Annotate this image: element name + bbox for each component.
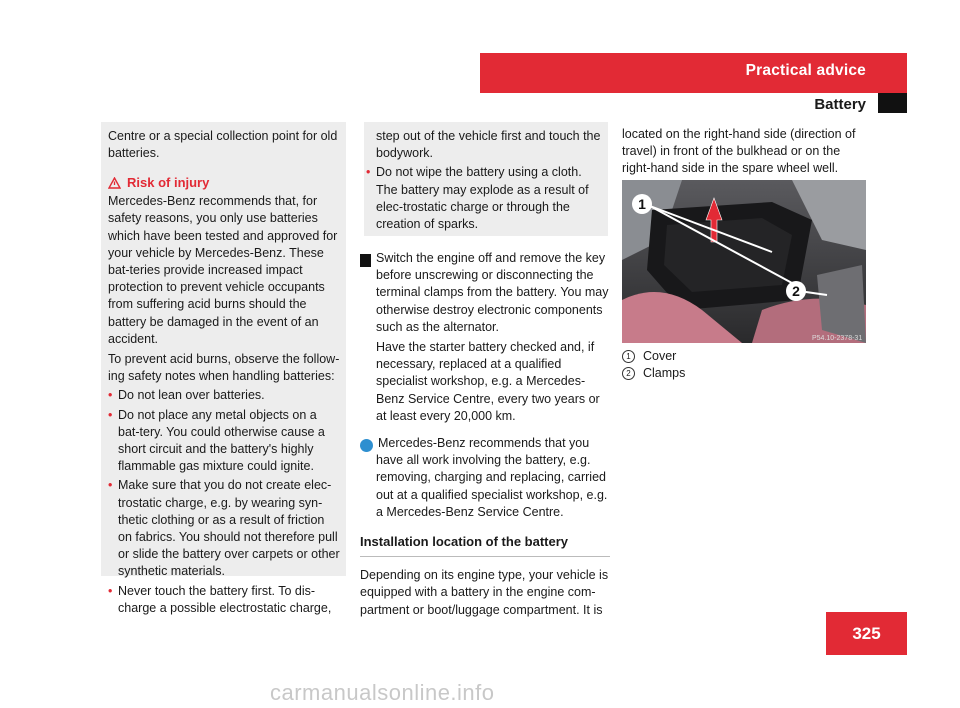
bullet-item: • Make sure that you do not create elec-trostatic charge, e.g. by wearing syn-thetic clothing or as a result of friction on fabrics. You should not therefore pull or slide the battery over carpets or other synthetic materials. xyxy=(108,478,340,579)
bullet-item: • Do not wipe the battery using a cloth. The battery may explode as a result of elec-trostatic charge or through the creation of sparks. xyxy=(366,165,589,232)
callout-number: 2 xyxy=(622,367,635,380)
bullet-item: • Do not lean over batteries. xyxy=(108,388,265,403)
notice-text: Switch the engine off and remove the key before unscrewing or disconnecting the terminal clamps from the battery. You may otherwise destroy electronic components such as the alternator. xyxy=(376,251,609,334)
warning-heading xyxy=(108,174,341,191)
bullet-text: Do not lean over batteries. xyxy=(118,388,265,403)
bullet-text: Make sure that you do not create elec-trostatic charge, e.g. by wearing syn-thetic clothing or as a result of friction on fabrics. You should not therefore pull or slide the battery over carpets or other synthetic materials. xyxy=(118,478,340,579)
subsection-title: Battery xyxy=(814,96,866,113)
caption-text: Cover xyxy=(643,349,677,363)
caption-cover xyxy=(622,348,862,365)
location-text: located on the right-hand side (direction of travel) in front of the bulkhead or on the right-hand side in the spare wheel well. xyxy=(622,127,856,176)
warning-para-1: Mercedes-Benz recommends that, for safety reasons, you only use batteries which have been tested and approved for your vehicle by Mercedes-Benz. These bat-teries provide increased impact protection to prevent vehicle occupants from suffering acid burns should the battery be damaged in the event of an accident. xyxy=(108,194,338,346)
callout-number: 1 xyxy=(622,350,635,363)
section-title: Practical advice xyxy=(745,62,866,79)
top-note: Centre or a special collection point for old batteries. xyxy=(108,129,338,161)
photo-captions xyxy=(622,348,862,382)
notice-section xyxy=(355,250,610,619)
caption-text: Clamps xyxy=(643,366,686,381)
note-box xyxy=(101,122,346,170)
notice-para-2: Have the starter battery checked and, if necessary, replaced at a qualified specialist workshop, e.g. a Mercedes-Benz Service Centre, every two years or at least every 20,000 km. xyxy=(376,340,600,423)
bullet-item: • Never touch the battery first. To dis-charge a possible electrostatic charge, xyxy=(108,583,332,615)
section-heading: Installation location of the battery xyxy=(360,533,610,557)
warning-triangle-icon xyxy=(108,177,121,189)
caption-clamps xyxy=(622,365,862,382)
warning-box-continued xyxy=(364,122,608,236)
warning-box xyxy=(101,166,346,615)
bullet-item: • Do not place any metal objects on a bat-tery. You could otherwise cause a short circuit and the battery's highly flammable gas mixture could ignite. xyxy=(108,407,325,474)
notice-para-1 xyxy=(355,250,610,336)
warning-continued: step out of the vehicle first and touch the bodywork. xyxy=(376,129,601,161)
battery-location-photo xyxy=(622,180,866,343)
photo-code: P54.10-2378-31 xyxy=(812,335,863,342)
bullet-text: Do not wipe the battery using a cloth. The battery may explode as a result of elec-trostatic charge or through the creation of sparks. xyxy=(376,165,589,232)
exclamation-icon: ! xyxy=(360,254,371,267)
info-note xyxy=(356,435,610,521)
info-text: Mercedes-Benz recommends that you have all work involving the battery, e.g. removing, charging and replacing, carried out at a qualified specialist workshop, e.g. a Mercedes-Benz Service Centre. xyxy=(376,436,608,519)
watermark: carmanualsonline.info xyxy=(270,680,495,705)
bullet-text: Never touch the battery first. To dis-charge a possible electrostatic charge, xyxy=(118,583,332,615)
warning-para-2: To prevent acid burns, observe the follow-ing safety notes when handling batteries: xyxy=(108,352,340,384)
photo-callout-1: 1 xyxy=(638,196,646,212)
body-text: Depending on its engine type, your vehicle is equipped with a battery in the engine com-partment or boot/luggage compartment. It is xyxy=(360,568,609,617)
bullet-text: Do not place any metal objects on a bat-tery. You could otherwise cause a short circuit and the battery's highly flammable gas mixture could ignite. xyxy=(118,407,325,474)
info-icon: i xyxy=(360,439,373,452)
photo-callout-2: 2 xyxy=(792,283,800,299)
header-marker xyxy=(878,93,907,113)
page-number: 325 xyxy=(826,612,907,655)
body-text-col3 xyxy=(622,126,872,178)
warning-title: Risk of injury xyxy=(127,175,210,190)
